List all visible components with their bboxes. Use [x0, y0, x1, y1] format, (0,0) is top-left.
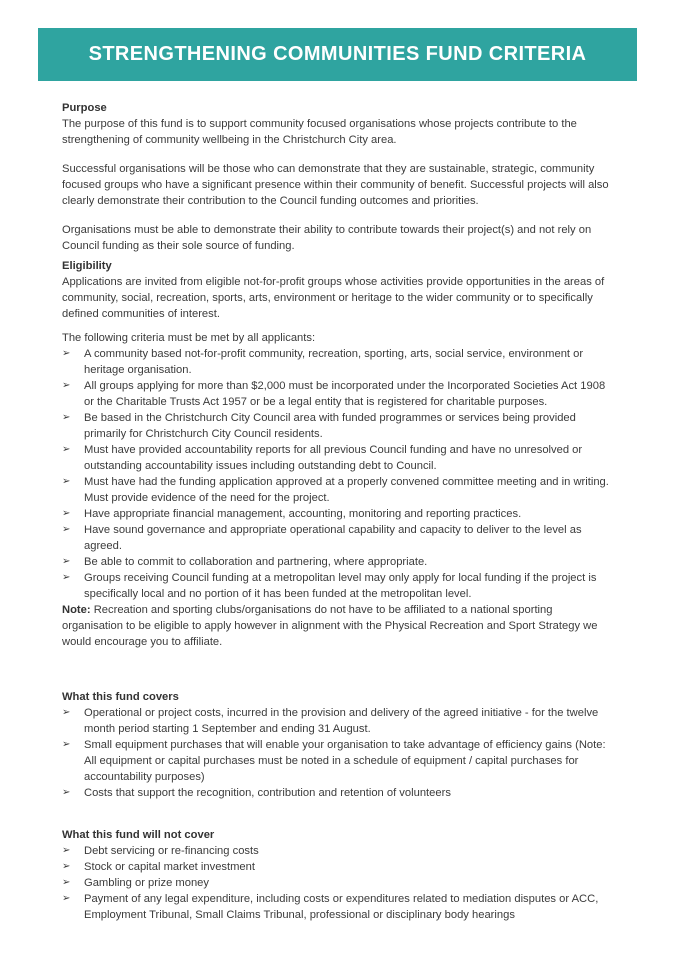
criteria-item [62, 346, 613, 378]
arrow-bullet-icon: ➢ [62, 380, 71, 391]
eligibility-intro: Applications are invited from eligible not-for-profit groups whose activities provide opportunities in the areas of community, social, recreation, sports, arts, environment or heritage to the wider community or to specifically defined communities of interest. [62, 276, 605, 320]
arrow-bullet-icon: ➢ [62, 861, 71, 872]
covers-item-text: Small equipment purchases that will enable your organisation to take advantage of efficiency gains (Note: All equipment or capital purchases must be noted in a schedule of equipment / capital purchases for accountability purposes) [84, 739, 606, 783]
eligibility-criteria-list [62, 346, 613, 602]
covers-item [62, 737, 613, 785]
criteria-item [62, 442, 613, 474]
criteria-item-text: Be able to commit to collaboration and partnering, where appropriate. [84, 556, 428, 568]
section-heading-fund-covers: What this fund covers [62, 691, 179, 703]
section-heading-fund-not-cover: What this fund will not cover [62, 829, 215, 841]
covers-item [62, 705, 613, 737]
criteria-item [62, 410, 613, 442]
criteria-item-text: Have sound governance and appropriate operational capability and capacity to deliver to the level as agreed. [84, 524, 582, 552]
criteria-item-text: Be based in the Christchurch City Council area with funded programmes or services being provided primarily for Christchurch City Council residents. [84, 412, 576, 440]
page-title: STRENGTHENING COMMUNITIES FUND CRITERIA [88, 43, 587, 65]
arrow-bullet-icon: ➢ [62, 787, 71, 798]
criteria-item-text: A community based not-for-profit community, recreation, sporting, arts, social service, environment or heritage organisation. [84, 348, 584, 376]
arrow-bullet-icon: ➢ [62, 893, 71, 904]
not-cover-item [62, 875, 613, 891]
criteria-item [62, 570, 613, 602]
not-cover-item-text: Gambling or prize money [84, 877, 209, 889]
arrow-bullet-icon: ➢ [62, 572, 71, 583]
eligibility-criteria-lead: The following criteria must be met by all applicants: [62, 332, 316, 344]
arrow-bullet-icon: ➢ [62, 476, 71, 487]
not-cover-item [62, 891, 613, 923]
criteria-item [62, 474, 613, 506]
arrow-bullet-icon: ➢ [62, 845, 71, 856]
criteria-item [62, 522, 613, 554]
arrow-bullet-icon: ➢ [62, 348, 71, 359]
section-heading-purpose: Purpose [62, 102, 107, 114]
criteria-item-text: All groups applying for more than $2,000 must be incorporated under the Incorporated Societies Act 1908 or the Charitable Trusts Act 1957 or be a legal entity that is registered for charitable purposes. [84, 380, 606, 408]
arrow-bullet-icon: ➢ [62, 412, 71, 423]
not-cover-item-text: Debt servicing or re-financing costs [84, 845, 259, 857]
arrow-bullet-icon: ➢ [62, 877, 71, 888]
fund-covers-list [62, 705, 613, 801]
criteria-item-text: Must have provided accountability reports for all previous Council funding and have no unresolved or outstanding accountability issues including outstanding debt to Council. [84, 444, 583, 472]
covers-item [62, 785, 613, 801]
covers-item-text: Costs that support the recognition, contribution and retention of volunteers [84, 787, 451, 799]
criteria-item [62, 506, 613, 522]
criteria-item-text: Have appropriate financial management, accounting, monitoring and reporting practices. [84, 508, 522, 520]
arrow-bullet-icon: ➢ [62, 508, 71, 519]
purpose-paragraph-2: Successful organisations will be those who can demonstrate that they are sustainable, strategic, community focused groups who have a significant presence within their community of benefit. Successful projects will also clearly demonstrate their contribution to the Council funding outcomes and priorities. [62, 163, 609, 207]
criteria-item [62, 378, 613, 410]
title-banner [38, 28, 637, 81]
criteria-item [62, 554, 613, 570]
covers-item-text: Operational or project costs, incurred in the provision and delivery of the agreed initiative - for the twelve month period starting 1 September and ending 31 August. [84, 707, 599, 735]
criteria-item-text: Groups receiving Council funding at a metropolitan level may only apply for local funding if the project is specifically local and no portion of it has been funded at the metropolitan level. [84, 572, 597, 600]
section-heading-eligibility: Eligibility [62, 260, 112, 272]
note-paragraph [62, 602, 613, 650]
criteria-item-text: Must have had the funding application approved at a properly convened committee meeting and in writing. Must provide evidence of the need for the project. [84, 476, 609, 504]
fund-not-cover-list [62, 843, 613, 923]
arrow-bullet-icon: ➢ [62, 524, 71, 535]
not-cover-item [62, 843, 613, 859]
not-cover-item-text: Payment of any legal expenditure, including costs or expenditures related to mediation disputes or ACC, Employment Tribunal, Small Claims Tribunal, professional or disciplinary body hearings [84, 893, 599, 921]
document-content [62, 100, 613, 923]
arrow-bullet-icon: ➢ [62, 444, 71, 455]
note-text: Recreation and sporting clubs/organisations do not have to be affiliated to a national sporting organisation to be eligible to apply however in alignment with the Physical Recreation and Sport Strategy we would encourage you to affiliate. [62, 604, 598, 648]
not-cover-item-text: Stock or capital market investment [84, 861, 255, 873]
purpose-paragraph-1: The purpose of this fund is to support community focused organisations whose projects contribute to the strengthening of community wellbeing in the Christchurch City area. [62, 118, 577, 146]
arrow-bullet-icon: ➢ [62, 739, 71, 750]
purpose-paragraph-3: Organisations must be able to demonstrate their ability to contribute towards their project(s) and not rely on Council funding as their sole source of funding. [62, 224, 592, 252]
not-cover-item [62, 859, 613, 875]
arrow-bullet-icon: ➢ [62, 707, 71, 718]
note-label: Note: [62, 604, 91, 616]
arrow-bullet-icon: ➢ [62, 556, 71, 567]
